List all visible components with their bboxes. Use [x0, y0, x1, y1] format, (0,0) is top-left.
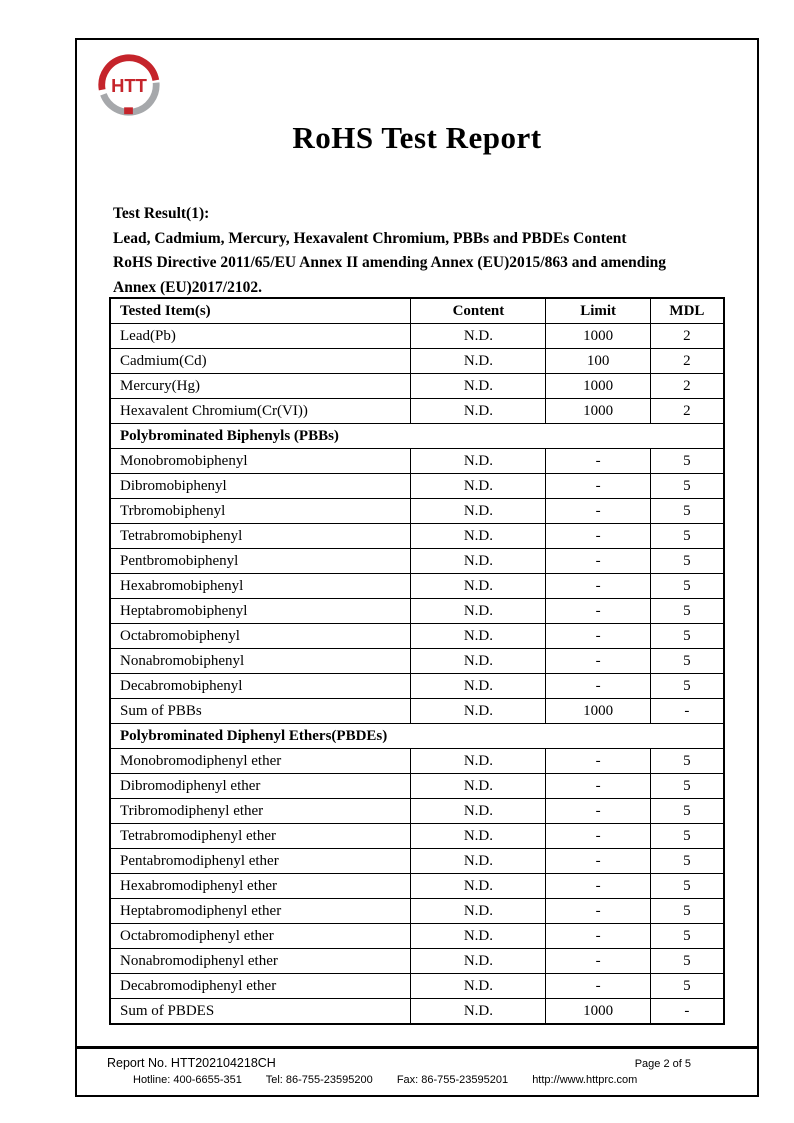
cell-item: Dibromobiphenyl — [110, 474, 411, 499]
cell-content: N.D. — [411, 649, 546, 674]
results-table-wrap — [109, 297, 725, 1025]
table-row — [110, 699, 724, 724]
cell-mdl: 5 — [650, 899, 724, 924]
cell-content: N.D. — [411, 699, 546, 724]
cell-content: N.D. — [411, 924, 546, 949]
cell-mdl: 5 — [650, 949, 724, 974]
cell-content: N.D. — [411, 624, 546, 649]
table-row — [110, 499, 724, 524]
cell-limit: - — [546, 549, 650, 574]
page-indicator: Page 2 of 5 — [634, 1058, 691, 1070]
intro-line-content: Lead, Cadmium, Mercury, Hexavalent Chromium, PBBs and PBDEs Content — [113, 229, 627, 247]
cell-item: Cadmium(Cd) — [110, 349, 411, 374]
section-label: Polybrominated Biphenyls (PBBs) — [110, 424, 724, 449]
cell-mdl: 5 — [650, 449, 724, 474]
col-header-tested-items: Tested Item(s) — [110, 298, 411, 324]
cell-mdl: 5 — [650, 524, 724, 549]
table-row — [110, 649, 724, 674]
cell-limit: - — [546, 624, 650, 649]
cell-mdl: 5 — [650, 824, 724, 849]
cell-item: Nonabromobiphenyl — [110, 649, 411, 674]
cell-mdl: - — [650, 699, 724, 724]
cell-limit: 100 — [546, 349, 650, 374]
report-page — [75, 38, 759, 1097]
cell-limit: 1000 — [546, 374, 650, 399]
cell-limit: - — [546, 899, 650, 924]
table-row — [110, 399, 724, 424]
cell-limit: 1000 — [546, 399, 650, 424]
section-row — [110, 424, 724, 449]
cell-limit: - — [546, 849, 650, 874]
cell-limit: - — [546, 974, 650, 999]
table-row — [110, 824, 724, 849]
cell-content: N.D. — [411, 874, 546, 899]
table-row — [110, 624, 724, 649]
report-title: RoHS Test Report — [292, 120, 542, 155]
cell-mdl: 2 — [650, 349, 724, 374]
cell-content: N.D. — [411, 774, 546, 799]
cell-item: Monobromodiphenyl ether — [110, 749, 411, 774]
cell-mdl: 5 — [650, 574, 724, 599]
cell-limit: - — [546, 499, 650, 524]
cell-item: Decabromobiphenyl — [110, 674, 411, 699]
cell-mdl: 2 — [650, 399, 724, 424]
cell-item: Octabromobiphenyl — [110, 624, 411, 649]
intro-line-annex: Annex (EU)2017/2102. — [113, 278, 262, 296]
table-row — [110, 899, 724, 924]
table-row — [110, 524, 724, 549]
cell-item: Pentabromodiphenyl ether — [110, 849, 411, 874]
table-row — [110, 674, 724, 699]
results-table — [109, 297, 725, 1025]
cell-item: Decabromodiphenyl ether — [110, 974, 411, 999]
cell-limit: - — [546, 824, 650, 849]
cell-content: N.D. — [411, 574, 546, 599]
cell-content: N.D. — [411, 674, 546, 699]
section-label: Polybrominated Diphenyl Ethers(PBDEs) — [110, 724, 724, 749]
cell-mdl: 5 — [650, 874, 724, 899]
table-row — [110, 774, 724, 799]
table-row — [110, 924, 724, 949]
cell-mdl: 2 — [650, 324, 724, 349]
cell-limit: - — [546, 599, 650, 624]
cell-content: N.D. — [411, 499, 546, 524]
cell-limit: - — [546, 874, 650, 899]
cell-mdl: 5 — [650, 549, 724, 574]
table-row — [110, 874, 724, 899]
cell-limit: - — [546, 949, 650, 974]
cell-item: Trbromobiphenyl — [110, 499, 411, 524]
footer-contacts-row — [133, 1074, 727, 1086]
cell-content: N.D. — [411, 749, 546, 774]
table-row — [110, 474, 724, 499]
cell-mdl: 5 — [650, 799, 724, 824]
cell-item: Monobromobiphenyl — [110, 449, 411, 474]
hotline-text: Hotline: 400-6655-351 — [133, 1074, 242, 1086]
cell-mdl: 5 — [650, 849, 724, 874]
table-row — [110, 999, 724, 1025]
table-row — [110, 449, 724, 474]
cell-content: N.D. — [411, 474, 546, 499]
logo-dot — [124, 107, 133, 114]
cell-content: N.D. — [411, 524, 546, 549]
cell-mdl: 5 — [650, 924, 724, 949]
cell-limit: - — [546, 524, 650, 549]
intro-line-directive: RoHS Directive 2011/65/EU Annex II amending Annex (EU)2015/863 and amending — [113, 254, 667, 271]
table-row — [110, 849, 724, 874]
cell-item: Hexabromodiphenyl ether — [110, 874, 411, 899]
cell-mdl: 2 — [650, 374, 724, 399]
table-row — [110, 574, 724, 599]
table-row — [110, 799, 724, 824]
section-row — [110, 724, 724, 749]
cell-mdl: 5 — [650, 474, 724, 499]
cell-item: Sum of PBDES — [110, 999, 411, 1025]
cell-content: N.D. — [411, 974, 546, 999]
cell-content: N.D. — [411, 849, 546, 874]
col-header-limit: Limit — [546, 298, 650, 324]
fax-text: Fax: 86-755-23595201 — [396, 1074, 509, 1086]
cell-limit: 1000 — [546, 699, 650, 724]
cell-item: Heptabromobiphenyl — [110, 599, 411, 624]
cell-limit: - — [546, 649, 650, 674]
cell-content: N.D. — [411, 374, 546, 399]
cell-item: Hexavalent Chromium(Cr(VI)) — [110, 399, 411, 424]
cell-mdl: 5 — [650, 624, 724, 649]
cell-limit: - — [546, 774, 650, 799]
table-row — [110, 599, 724, 624]
cell-item: Pentbromobiphenyl — [110, 549, 411, 574]
cell-mdl: 5 — [650, 774, 724, 799]
website-link[interactable]: http://www.httprc.com — [532, 1074, 638, 1086]
cell-item: Sum of PBBs — [110, 699, 411, 724]
cell-item: Heptabromodiphenyl ether — [110, 899, 411, 924]
col-header-content: Content — [411, 298, 546, 324]
intro-heading: Test Result(1): — [113, 205, 210, 222]
cell-limit: - — [546, 924, 650, 949]
cell-content: N.D. — [411, 399, 546, 424]
cell-item: Hexabromobiphenyl — [110, 574, 411, 599]
cell-mdl: - — [650, 999, 724, 1025]
cell-limit: - — [546, 674, 650, 699]
telephone-text: Tel: 86-755-23595200 — [265, 1074, 373, 1086]
report-number: Report No. HTT202104218CH — [107, 1056, 276, 1070]
cell-item: Nonabromodiphenyl ether — [110, 949, 411, 974]
cell-content: N.D. — [411, 324, 546, 349]
logo-text: HTT — [111, 74, 147, 96]
table-row — [110, 374, 724, 399]
table-row — [110, 549, 724, 574]
intro-block — [113, 202, 725, 300]
cell-mdl: 5 — [650, 674, 724, 699]
table-row — [110, 974, 724, 999]
cell-content: N.D. — [411, 824, 546, 849]
cell-limit: 1000 — [546, 999, 650, 1025]
cell-limit: - — [546, 574, 650, 599]
footer-meta-row — [107, 1056, 727, 1070]
table-row — [110, 349, 724, 374]
results-table-body — [110, 324, 724, 1025]
cell-limit: - — [546, 749, 650, 774]
cell-content: N.D. — [411, 899, 546, 924]
cell-item: Tetrabromobiphenyl — [110, 524, 411, 549]
cell-item: Mercury(Hg) — [110, 374, 411, 399]
htt-logo — [95, 51, 163, 119]
cell-mdl: 5 — [650, 974, 724, 999]
cell-content: N.D. — [411, 599, 546, 624]
cell-content: N.D. — [411, 449, 546, 474]
cell-content: N.D. — [411, 949, 546, 974]
cell-content: N.D. — [411, 549, 546, 574]
cell-item: Octabromodiphenyl ether — [110, 924, 411, 949]
table-row — [110, 949, 724, 974]
cell-mdl: 5 — [650, 499, 724, 524]
cell-mdl: 5 — [650, 649, 724, 674]
cell-mdl: 5 — [650, 599, 724, 624]
cell-limit: - — [546, 474, 650, 499]
cell-item: Lead(Pb) — [110, 324, 411, 349]
cell-limit: - — [546, 449, 650, 474]
cell-limit: - — [546, 799, 650, 824]
cell-item: Dibromodiphenyl ether — [110, 774, 411, 799]
footer-divider — [77, 1046, 757, 1049]
table-row — [110, 749, 724, 774]
cell-content: N.D. — [411, 799, 546, 824]
table-row — [110, 324, 724, 349]
cell-content: N.D. — [411, 999, 546, 1025]
col-header-mdl: MDL — [650, 298, 724, 324]
table-header-row — [110, 298, 724, 324]
cell-mdl: 5 — [650, 749, 724, 774]
cell-limit: 1000 — [546, 324, 650, 349]
cell-content: N.D. — [411, 349, 546, 374]
cell-item: Tetrabromodiphenyl ether — [110, 824, 411, 849]
cell-item: Tribromodiphenyl ether — [110, 799, 411, 824]
